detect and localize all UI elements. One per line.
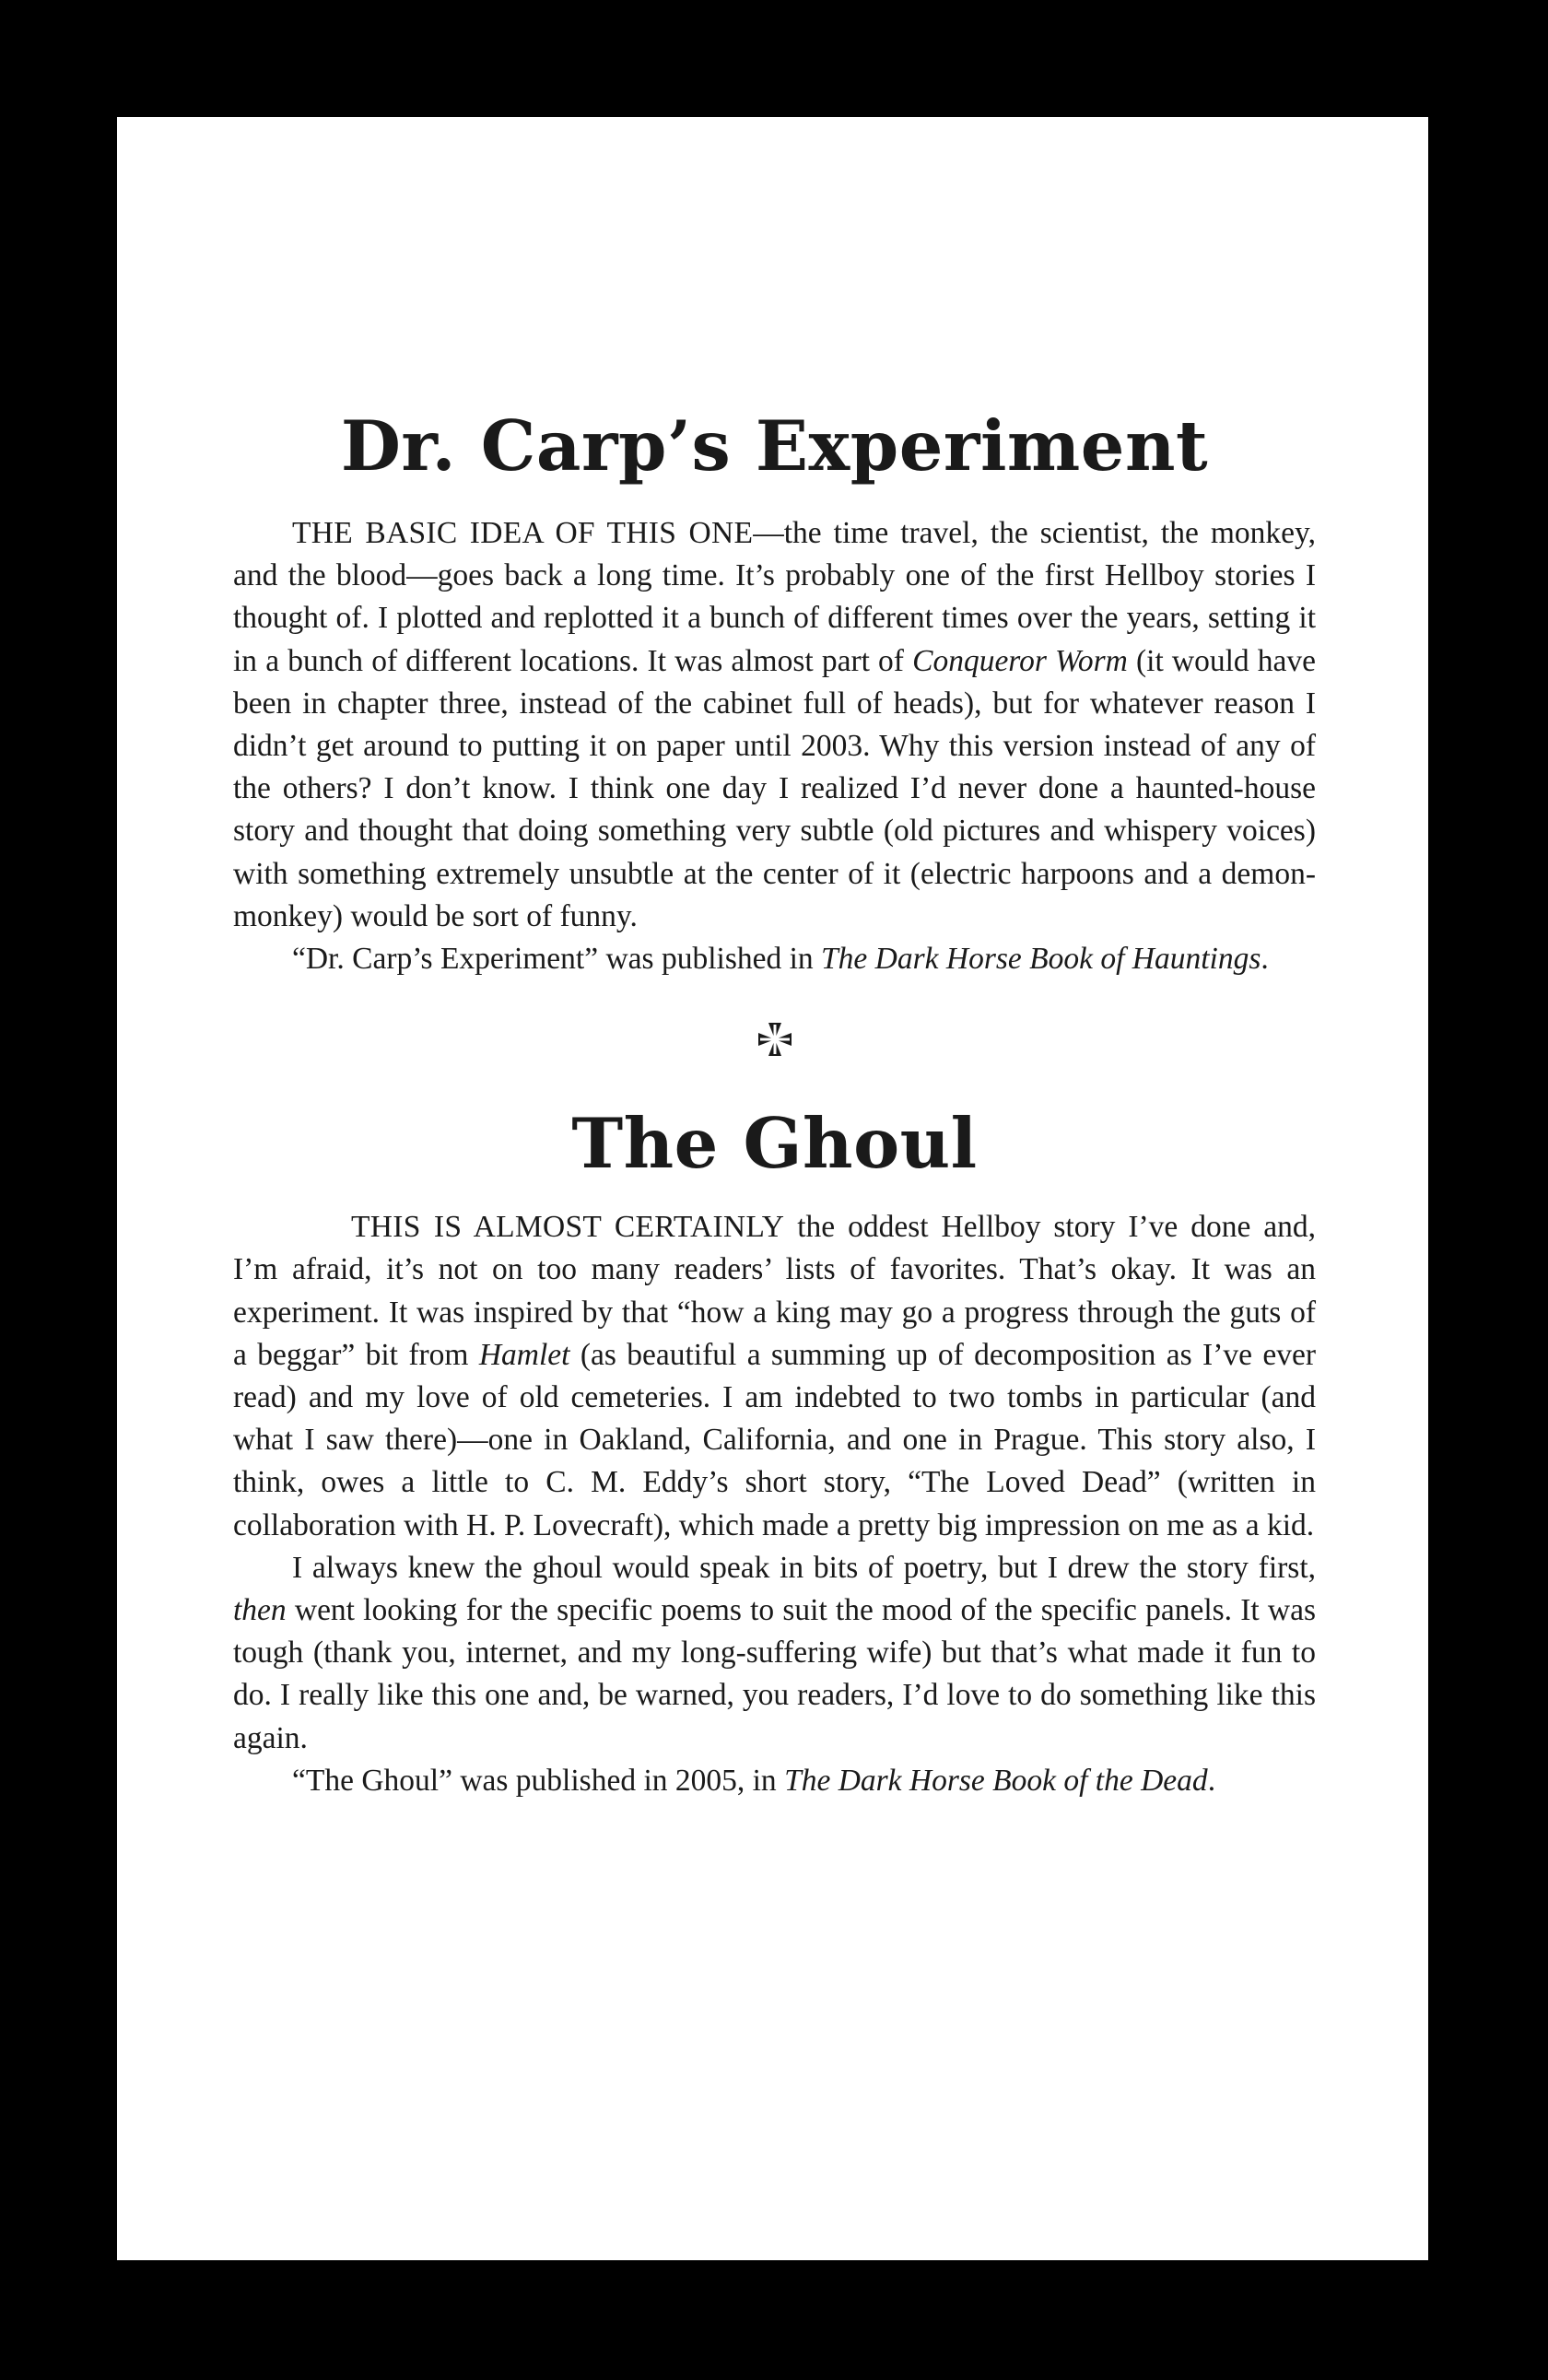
lead-in-caps: THIS IS ALMOST CERTAINLY	[351, 1210, 785, 1245]
italic-title-book-of-hauntings: The Dark Horse Book of Hauntings	[821, 942, 1261, 977]
section-title-the-ghoul: The Ghoul	[571, 1103, 978, 1185]
maltese-cross-icon	[756, 1021, 793, 1058]
text-run: I always knew the ghoul would speak in bits of poetry, but I drew the story first,	[292, 1550, 1316, 1585]
text-run: the oddest Hellboy story I’ve done and, I’m afraid, it’s not on too many readers’ lists of favorites. That’s okay. It was an experiment. It was inspired by that “how a king may go a progress through the guts of a beggar” bit from	[233, 1210, 1317, 1372]
page-content	[233, 405, 1317, 1802]
italic-word-then: then	[233, 1593, 287, 1628]
text-run: —the time travel, the scientist, the monkey, and the blood—goes back a long time. It’s probably one of the first Hellboy stories I thought of. I plotted and replotted it a bunch of different times over the years, setting it in a bunch of different locations. It was almost part of	[233, 516, 1316, 678]
italic-title-conqueror-worm: Conqueror Worm	[912, 643, 1128, 678]
italic-title-hamlet: Hamlet	[478, 1337, 570, 1372]
section-title-dr-carps-experiment: Dr. Carp’s Experiment	[340, 405, 1209, 487]
text-run: went looking for the specific poems to suit the mood of the specific panels. It was tough (thank you, internet, and my long-suffering wife) but that’s what made it fun to do. I really like this one and, be warned, you readers, I’d love to do something like this again.	[233, 1593, 1316, 1755]
italic-title-book-of-the-dead: The Dark Horse Book of the Dead	[784, 1763, 1208, 1798]
text-run: (as beautiful a summing up of decomposition as I’ve ever read) and my love of old cemeteries. I am indebted to two tombs in particular (and what I saw there)—one in Oakland, California, and one in Prague. This story also, I think, owes a little to C. M. Eddy’s short story, “The Loved Dead” (written in collaboration with H. P. Lovecraft), which made a pretty big impression on me as a kid.	[233, 1337, 1316, 1542]
paragraph-ghoul-publication	[233, 1760, 1316, 1802]
paragraph-carp-intro	[233, 512, 1316, 938]
text-run: .	[1207, 1763, 1216, 1798]
text-run: (it would have been in chapter three, instead of the cabinet full of heads), but for whatever reason I didn’t get around to putting it on paper until 2003. Why this version instead of any of the others? I don’t know. I think one day I realized I’d never done a haunted-house story and thought that doing something very subtle (old pictures and whispery voices) with something extremely unsubtle at the center of it (electric harpoons and a demon-monkey) would be sort of funny.	[233, 643, 1317, 933]
section-divider	[233, 1021, 1316, 1061]
page	[117, 117, 1428, 2260]
paragraph-ghoul-poetry	[233, 1547, 1316, 1760]
text-run: .	[1261, 942, 1269, 977]
paragraph-ghoul-intro	[233, 1206, 1316, 1547]
paragraph-carp-publication	[233, 938, 1316, 980]
text-run: “Dr. Carp’s Experiment” was published in	[292, 942, 822, 977]
lead-in-caps: THE BASIC IDEA OF THIS ONE	[292, 516, 754, 550]
text-run: “The Ghoul” was published in 2005, in	[292, 1763, 785, 1798]
